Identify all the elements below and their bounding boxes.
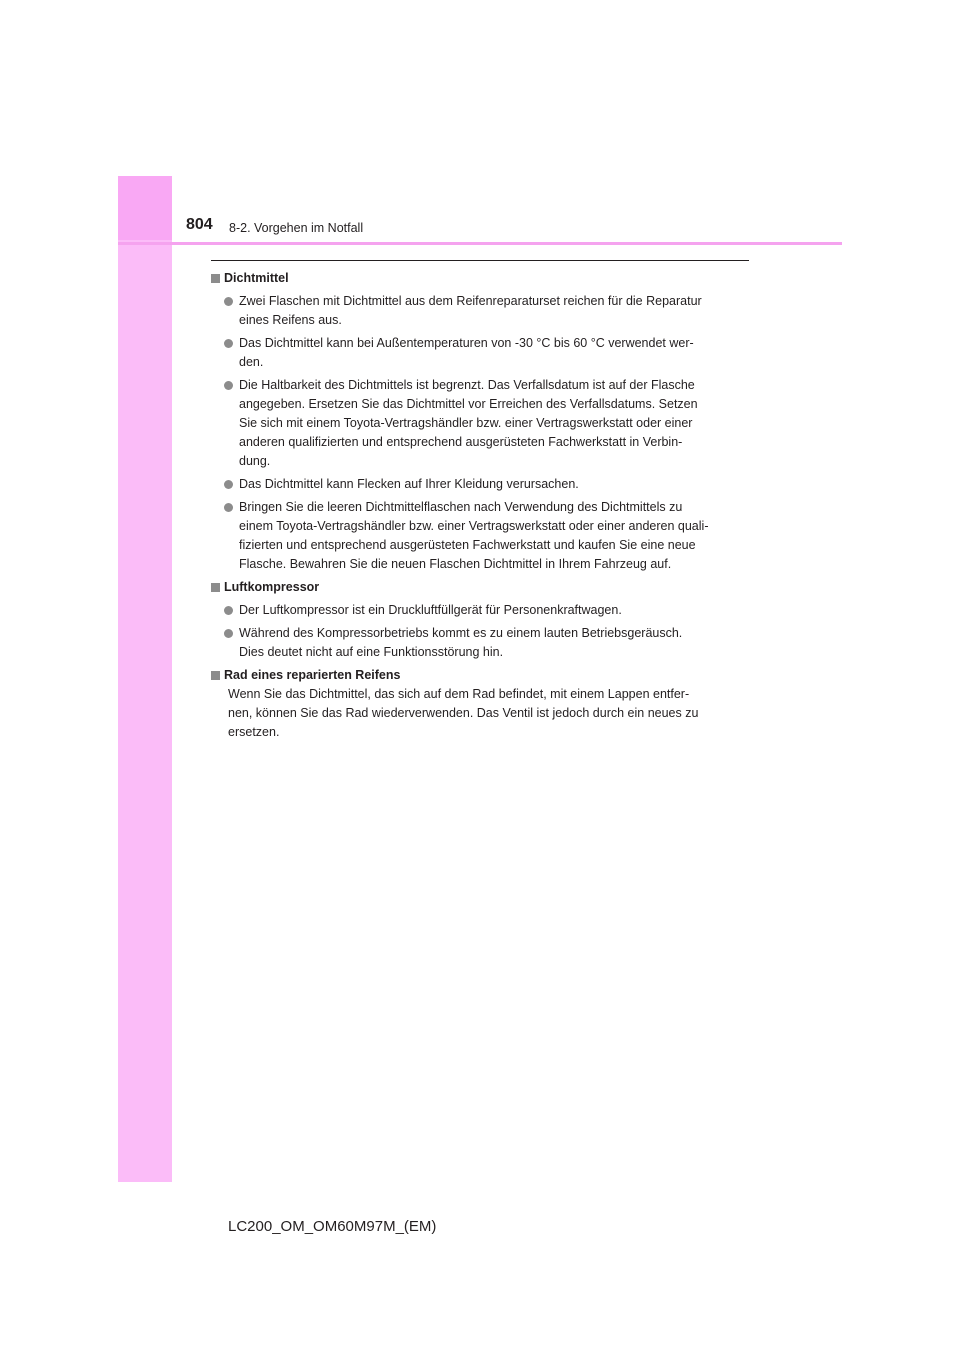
round-bullet-icon <box>224 480 233 489</box>
item-line: den. <box>239 355 264 369</box>
section-luftkompressor <box>211 578 749 662</box>
section-heading <box>211 666 749 685</box>
item-line: Dies deutet nicht auf eine Funktionsstörung hin. <box>239 645 504 659</box>
list-item <box>211 334 749 372</box>
round-bullet-icon <box>224 297 233 306</box>
list-item <box>211 601 749 620</box>
header-rule <box>118 242 842 245</box>
list-item <box>211 498 749 574</box>
round-bullet-icon <box>224 381 233 390</box>
paragraph-line: Wenn Sie das Dichtmittel, das sich auf dem Rad befindet, mit einem Lappen entfer- <box>228 687 690 701</box>
round-bullet-icon <box>224 629 233 638</box>
page-number: 804 <box>186 216 213 233</box>
round-bullet-icon <box>224 339 233 348</box>
footer-doc-code: LC200_OM_OM60M97M_(EM) <box>228 1218 437 1235</box>
section-title: 8-2. Vorgehen im Notfall <box>229 221 364 235</box>
square-bullet-icon <box>211 583 220 592</box>
list-item <box>211 624 749 662</box>
header-band <box>118 176 172 240</box>
content-divider <box>211 260 749 261</box>
section-heading <box>211 578 749 597</box>
round-bullet-icon <box>224 503 233 512</box>
item-line: Das Dichtmittel kann Flecken auf Ihrer Kleidung verursachen. <box>239 477 579 491</box>
heading-text: Rad eines reparierten Reifens <box>224 668 401 682</box>
list-item <box>211 475 749 494</box>
round-bullet-icon <box>224 606 233 615</box>
item-line: anderen qualifizierten und entsprechend ausgerüsteten Fachwerkstatt in Verbin- <box>239 435 683 449</box>
section-dichtmittel <box>211 269 749 574</box>
section-heading <box>211 269 749 288</box>
square-bullet-icon <box>211 274 220 283</box>
paragraph-line: ersetzen. <box>228 725 280 739</box>
list-item <box>211 376 749 471</box>
item-line: Die Haltbarkeit des Dichtmittels ist begrenzt. Das Verfallsdatum ist auf der Flasche <box>239 378 695 392</box>
paragraph-line: nen, können Sie das Rad wiederverwenden. Das Ventil ist jedoch durch ein neues zu <box>228 706 699 720</box>
square-bullet-icon <box>211 671 220 680</box>
item-line: angegeben. Ersetzen Sie das Dichtmittel vor Erreichen des Verfallsdatums. Setzen <box>239 397 698 411</box>
page-content <box>211 266 749 746</box>
section-paragraph <box>211 685 749 742</box>
list-item <box>211 292 749 330</box>
item-line: Flasche. Bewahren Sie die neuen Flaschen Dichtmittel in Ihrem Fahrzeug auf. <box>239 557 672 571</box>
item-line: Bringen Sie die leeren Dichtmittelflaschen nach Verwendung des Dichtmittels zu <box>239 500 683 514</box>
item-line: dung. <box>239 454 271 468</box>
item-line: einem Toyota-Vertragshändler bzw. einer Vertragswerkstatt oder einer anderen quali- <box>239 519 709 533</box>
heading-text: Dichtmittel <box>224 271 289 285</box>
item-line: Sie sich mit einem Toyota-Vertragshändler bzw. einer Vertragswerkstatt oder einer <box>239 416 693 430</box>
side-band <box>118 176 172 1182</box>
item-line: Der Luftkompressor ist ein Druckluftfüllgerät für Personenkraftwagen. <box>239 603 622 617</box>
item-line: eines Reifens aus. <box>239 313 342 327</box>
heading-text: Luftkompressor <box>224 580 320 594</box>
item-line: Das Dichtmittel kann bei Außentemperaturen von -30 °C bis 60 °C verwendet wer- <box>239 336 694 350</box>
section-rad <box>211 666 749 742</box>
item-line: Zwei Flaschen mit Dichtmittel aus dem Reifenreparaturset reichen für die Reparatur <box>239 294 702 308</box>
item-line: fizierten und entsprechend ausgerüsteten Fachwerkstatt und kaufen Sie eine neue <box>239 538 696 552</box>
item-line: Während des Kompressorbetriebs kommt es zu einem lauten Betriebsgeräusch. <box>239 626 683 640</box>
